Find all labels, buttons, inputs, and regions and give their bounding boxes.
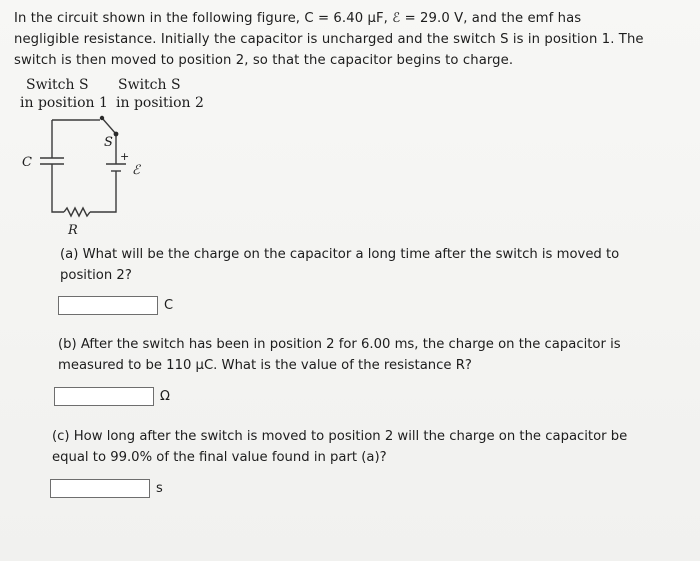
question-a [60,244,619,286]
emf-label: ℰ [132,163,140,178]
bottom-right-wire [90,174,116,212]
question-c-line-1: (c) How long after the switch is moved to position 2 will the charge on the capacitor be [52,429,628,444]
answer-c-row [50,479,163,498]
question-c [52,426,627,468]
rc-circuit-diagram [20,112,170,242]
question-b-line-2: measured to be 110 μC. What is the value of the resistance R? [58,358,472,373]
caption-2-line-1: Switch S [118,77,181,93]
resistor-label: R [68,223,78,238]
caption-2-line-2: in position 2 [116,95,204,111]
problem-line-2: negligible resistance. Initially the capacitor is uncharged and the switch S is in position 1. The [14,32,644,47]
answer-a-input[interactable] [58,296,158,315]
switch-pivot-dot [114,132,119,137]
left-wire-bottom [52,164,64,212]
question-b [58,334,621,376]
problem-line-3: switch is then moved to position 2, so that the capacitor begins to charge. [14,53,514,68]
switch-position-2-caption [116,76,204,112]
answer-b-row [54,387,170,406]
switch-lever [102,118,116,134]
answer-b-unit: Ω [160,389,170,404]
resistor-zigzag [64,208,90,216]
answer-c-input[interactable] [50,479,150,498]
answer-b-input[interactable] [54,387,154,406]
caption-1-line-1: Switch S [26,77,89,93]
problem-line-1: In the circuit shown in the following figure, C = 6.40 μF, ℰ = 29.0 V, and the emf has [14,11,582,26]
battery-plus-label: + [120,150,130,163]
question-c-line-2: equal to 99.0% of the final value found in part (a)? [52,450,387,465]
switch-position-1-caption [20,76,108,112]
caption-1-line-2: in position 1 [20,95,108,111]
question-a-line-1: (a) What will be the charge on the capacitor a long time after the switch is moved to [60,247,620,262]
answer-a-row [58,296,173,315]
question-b-line-1: (b) After the switch has been in position 2 for 6.00 ms, the charge on the capacitor is [58,337,621,352]
question-a-line-2: position 2? [60,268,132,283]
problem-statement [14,8,686,71]
answer-c-unit: s [156,481,163,496]
answer-a-unit: C [164,298,174,313]
switch-contact-dot [100,116,104,120]
switch-label: S [104,135,113,150]
capacitor-label: C [22,155,32,170]
